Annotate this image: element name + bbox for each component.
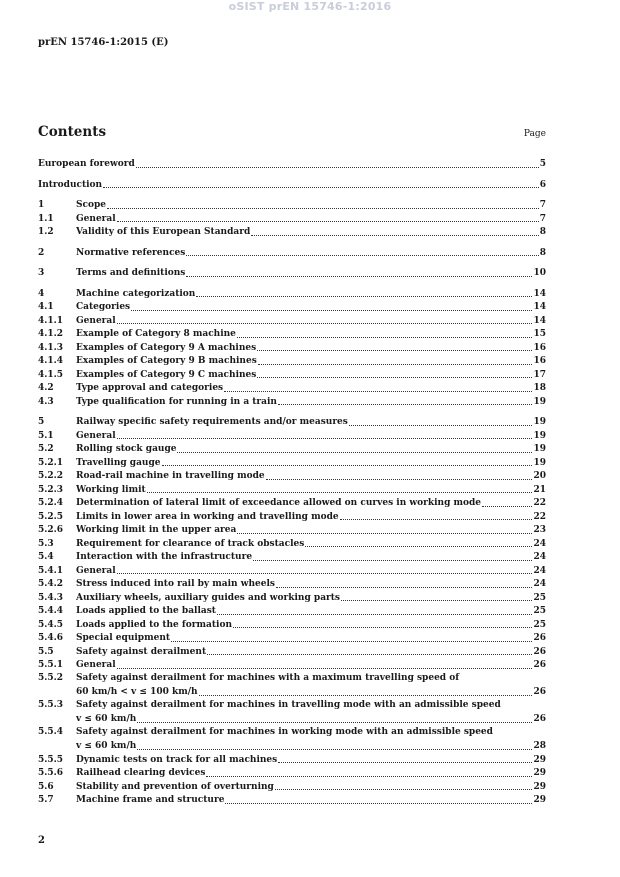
toc-entry-number: 4 — [38, 288, 45, 299]
toc-entry-page: 24 — [533, 538, 546, 549]
toc-entry-number: 5.4.4 — [38, 606, 64, 616]
toc-entry-leader — [278, 404, 532, 405]
toc-entry-page: 25 — [533, 606, 546, 616]
toc-entry-number: 2 — [38, 247, 45, 258]
toc-entry-number: 4.1 — [38, 302, 54, 312]
toc-entry[interactable] — [38, 469, 546, 483]
toc-entry[interactable] — [38, 658, 546, 672]
toc-entry-leader — [257, 377, 532, 378]
toc-entry-number: 1.2 — [38, 227, 54, 237]
toc-entry-title: Loads applied to the ballast — [76, 606, 216, 616]
toc-entry-page: 26 — [533, 633, 546, 643]
toc-entry-number: 5.5 — [38, 646, 54, 657]
toc-entry-page: 20 — [533, 471, 546, 481]
toc-entry[interactable] — [38, 672, 546, 699]
toc-entry-leader — [233, 627, 532, 628]
toc-entry-number: 4.3 — [38, 396, 54, 407]
toc-entry-page: 21 — [533, 484, 546, 495]
watermark: oSIST prEN 15746-1:2016 — [228, 0, 392, 13]
toc-entry-title: Interaction with the infrastructure — [76, 552, 253, 562]
toc-entry[interactable] — [38, 341, 546, 355]
toc-entry-number: 5 — [38, 417, 45, 427]
toc-entry-number: 4.2 — [38, 383, 54, 393]
toc-entry-leader — [225, 803, 532, 804]
toc-entry-number: 5.5.6 — [38, 768, 64, 778]
toc-entry-title: Railway specific safety requirements and/or measures — [76, 417, 348, 427]
toc-entry[interactable] — [38, 266, 546, 280]
toc-entry-page: 19 — [533, 396, 546, 407]
toc-entry-title-continued: 60 km/h < v ≤ 100 km/h — [76, 687, 198, 697]
toc-entry-number: 4.1.3 — [38, 342, 64, 353]
toc-entry-page: 29 — [533, 795, 546, 805]
toc-entry-leader — [103, 187, 539, 188]
toc-entry-leader — [117, 221, 539, 222]
toc-entry-title: Road-rail machine in travelling mode — [76, 471, 265, 481]
page-column-label: Page — [523, 129, 546, 139]
toc-entry-number: 5.5.3 — [38, 699, 64, 710]
toc-entry-number: 5.2.2 — [38, 471, 64, 481]
toc-entry[interactable] — [38, 314, 546, 328]
toc-entry-title-continued: v ≤ 60 km/h — [76, 714, 137, 724]
toc-entry-page: 26 — [533, 660, 546, 670]
toc-entry-page: 26 — [533, 714, 546, 724]
toc-entry-number: 5.4.1 — [38, 565, 64, 576]
toc-entry-leader — [147, 492, 533, 493]
toc-entry-title: Machine categorization — [76, 288, 196, 299]
toc-entry[interactable] — [38, 287, 546, 301]
toc-entry-page: 5 — [539, 159, 546, 169]
toc-entry-title: Machine frame and structure — [76, 795, 225, 805]
toc-entry-number: 5.2.5 — [38, 511, 64, 522]
toc-entry-title: Examples of Category 9 B machines — [76, 356, 257, 366]
page-title: Contents — [38, 124, 107, 140]
toc-entry-leader — [340, 519, 533, 520]
toc-entry-title: Normative references — [76, 247, 186, 258]
toc-entry-page: 7 — [539, 213, 546, 224]
toc-entry-title: General — [76, 565, 116, 576]
toc-entry[interactable] — [38, 618, 546, 632]
toc-entry-number: 5.5.5 — [38, 754, 64, 765]
toc-entry-page: 15 — [533, 329, 546, 339]
toc-entry-title: Type qualification for running in a train — [76, 396, 277, 407]
toc-entry-title: Limits in lower area in working and travelling mode — [76, 511, 339, 522]
toc-entry-number: 5.2.4 — [38, 498, 64, 508]
toc-entry[interactable] — [38, 212, 546, 226]
toc-entry-page: 8 — [539, 227, 546, 237]
toc-entry-number: 5.2.6 — [38, 525, 64, 535]
toc-entry-leader — [349, 425, 533, 426]
toc-entry[interactable] — [38, 429, 546, 443]
toc-entry[interactable] — [38, 699, 546, 726]
toc-entry[interactable] — [38, 753, 546, 767]
toc-entry-page: 18 — [533, 383, 546, 393]
toc-entry-leader — [117, 438, 533, 439]
toc-entry[interactable] — [38, 456, 546, 470]
toc-entry[interactable] — [38, 381, 546, 395]
toc-entry-title: Working limit — [76, 484, 146, 495]
toc-entry-number: 4.1.1 — [38, 315, 64, 326]
toc-entry-leader — [107, 208, 539, 209]
toc-entry-page: 24 — [533, 579, 546, 589]
toc-entry-title: General — [76, 315, 116, 326]
toc-entry[interactable] — [38, 198, 546, 212]
toc-entry-leader — [275, 789, 533, 790]
toc-entry-leader — [177, 452, 532, 453]
toc-entry-leader — [305, 546, 532, 547]
toc-entry-page: 25 — [533, 619, 546, 630]
toc-entry[interactable] — [38, 766, 546, 780]
toc-entry-number: 5.4 — [38, 552, 54, 562]
toc-entry-leader — [207, 654, 532, 655]
toc-entry-leader — [196, 296, 532, 297]
toc-entry-page: 19 — [533, 417, 546, 427]
toc-entry-leader — [117, 573, 533, 574]
toc-entry-number: 5.5.1 — [38, 660, 64, 670]
toc-entry-title: General — [76, 213, 116, 224]
toc-entry-page: 24 — [533, 565, 546, 576]
toc-entry[interactable] — [38, 225, 546, 239]
toc-entry-page: 26 — [533, 646, 546, 657]
toc-entry-title: Example of Category 8 machine — [76, 329, 236, 339]
toc-entry-page: 6 — [539, 179, 546, 190]
toc-entry-leader — [266, 479, 533, 480]
toc-entry-number: 4.1.5 — [38, 369, 64, 380]
toc-entry[interactable] — [38, 327, 546, 341]
toc-entry-title: Auxiliary wheels, auxiliary guides and working parts — [76, 592, 340, 603]
toc-entry[interactable] — [38, 591, 546, 605]
toc-entry-title-continued: v ≤ 60 km/h — [76, 741, 137, 751]
toc-entry-page: 26 — [533, 687, 546, 697]
toc-entry[interactable] — [38, 793, 546, 807]
toc-entry-title: Type approval and categories — [76, 383, 224, 393]
toc-entry-page: 25 — [533, 592, 546, 603]
toc-entry-page: 22 — [533, 511, 546, 522]
page-number: 2 — [38, 835, 45, 846]
toc-entry[interactable] — [38, 726, 546, 753]
toc-entry-title: Scope — [76, 200, 107, 210]
toc-entry-title: Examples of Category 9 A machines — [76, 342, 257, 353]
toc-entry-page: 14 — [533, 288, 546, 299]
toc-entry-leader — [278, 762, 532, 763]
toc-entry-page: 19 — [533, 430, 546, 441]
toc-entry-page: 23 — [533, 525, 546, 535]
toc-entry-title: Rolling stock gauge — [76, 444, 177, 454]
toc-entry-title: Working limit in the upper area — [76, 525, 237, 535]
toc-entry-title: Stress induced into rail by main wheels — [76, 579, 275, 589]
toc-entry-leader — [137, 722, 532, 723]
toc-entry-number: 5.3 — [38, 538, 54, 549]
toc-entry-number: 4.1.2 — [38, 329, 64, 339]
toc-entry-page: 22 — [533, 498, 546, 508]
toc-entry-leader — [258, 364, 533, 365]
toc-entry-number: 5.4.5 — [38, 619, 64, 630]
toc-entry-title: Examples of Category 9 C machines — [76, 369, 257, 380]
toc-entry-leader — [117, 323, 533, 324]
toc-entry-title: Safety against derailment — [76, 646, 207, 657]
toc-entry-page: 29 — [533, 754, 546, 765]
toc-entry-number: 5.5.2 — [38, 672, 64, 683]
toc-entry[interactable] — [38, 631, 546, 645]
toc-entry-title: Travelling gauge — [76, 457, 161, 468]
toc-entry-leader — [341, 600, 532, 601]
toc-entry-number: 5.4.2 — [38, 579, 64, 589]
toc-entry-leader — [237, 533, 532, 534]
toc-entry-title: General — [76, 430, 116, 441]
toc-entry-title: General — [76, 660, 116, 670]
toc-entry[interactable] — [38, 300, 546, 314]
toc-entry-title: Terms and definitions — [76, 268, 186, 278]
toc-entry[interactable] — [38, 395, 546, 409]
toc-entry-page: 29 — [533, 781, 546, 792]
toc-entry-page: 8 — [539, 247, 546, 258]
toc-entry-leader — [136, 167, 539, 168]
toc-entry-number: 5.1 — [38, 430, 54, 441]
toc-entry-title: Introduction — [38, 179, 103, 190]
toc-entry-leader — [131, 310, 532, 311]
toc-entry-number: 5.5.4 — [38, 726, 64, 737]
toc-entry-page: 29 — [533, 768, 546, 778]
toc-entry-leader — [186, 276, 532, 277]
toc-entry-page: 24 — [533, 552, 546, 562]
toc-entry[interactable] — [38, 523, 546, 537]
toc-entry-title: Loads applied to the formation — [76, 619, 233, 630]
toc-entry-leader — [206, 776, 532, 777]
toc-entry-leader — [117, 668, 533, 669]
toc-entry-leader — [257, 350, 532, 351]
toc-entry-title: Special equipment — [76, 633, 171, 643]
toc-entry[interactable] — [38, 564, 546, 578]
toc-entry[interactable] — [38, 483, 546, 497]
toc-entry-leader — [162, 465, 533, 466]
toc-entry[interactable] — [38, 442, 546, 456]
toc-entry[interactable] — [38, 415, 546, 429]
toc-entry-title: Requirement for clearance of track obstacles — [76, 538, 305, 549]
toc-entry-title: Railhead clearing devices — [76, 768, 206, 778]
toc-entry-leader — [199, 695, 533, 696]
toc-entry[interactable] — [38, 510, 546, 524]
toc-entry[interactable] — [38, 246, 546, 260]
toc-entry-leader — [171, 641, 532, 642]
toc-entry-title: European foreword — [38, 159, 135, 169]
toc-entry-number: 5.6 — [38, 781, 54, 792]
toc-entry[interactable] — [38, 496, 546, 510]
toc-entry-number: 4.1.4 — [38, 356, 64, 366]
toc-entry-page: 7 — [539, 200, 546, 210]
toc-entry-page: 19 — [533, 444, 546, 454]
toc-entry-leader — [251, 235, 538, 236]
toc-entry-title: Categories — [76, 302, 131, 312]
toc-entry[interactable] — [38, 780, 546, 794]
toc-entry[interactable] — [38, 577, 546, 591]
toc-entry-number: 5.2 — [38, 444, 54, 454]
toc-entry[interactable] — [38, 645, 546, 659]
toc-entry-leader — [217, 614, 533, 615]
toc-entry-leader — [482, 506, 532, 507]
toc-entry-number: 5.2.3 — [38, 484, 64, 495]
toc-entry-title: Validity of this European Standard — [76, 227, 251, 237]
toc-entry-title: Safety against derailment for machines in travelling mode with an admissible speed — [76, 699, 501, 710]
toc-entry-page: 10 — [533, 268, 546, 278]
toc-entry-title: Safety against derailment for machines in working mode with an admissible speed — [76, 726, 493, 737]
toc-entry-page: 14 — [533, 302, 546, 312]
toc-entry[interactable] — [38, 604, 546, 618]
document-id: prEN 15746-1:2015 (E) — [38, 37, 169, 48]
toc-entry[interactable] — [38, 368, 546, 382]
toc-entry-title: Dynamic tests on track for all machines — [76, 754, 278, 765]
toc-entry-number: 5.7 — [38, 795, 54, 805]
toc-entry[interactable] — [38, 178, 546, 192]
toc-entry-page: 16 — [533, 356, 546, 366]
toc-entry-page: 19 — [533, 457, 546, 468]
toc-entry-number: 5.4.6 — [38, 633, 64, 643]
toc-entry[interactable] — [38, 354, 546, 368]
toc-entry-leader — [276, 587, 533, 588]
toc-entry-title: Determination of lateral limit of exceedance allowed on curves in working mode — [76, 498, 482, 508]
toc-entry-number: 1.1 — [38, 213, 54, 224]
toc-entry[interactable] — [38, 537, 546, 551]
toc-entry-leader — [253, 560, 532, 561]
toc-entry-page: 14 — [533, 315, 546, 326]
toc-entry-number: 1 — [38, 200, 45, 210]
toc-entry-page: 28 — [533, 741, 546, 751]
toc-entry-leader — [137, 749, 532, 750]
toc-entry-title: Stability and prevention of overturning — [76, 781, 274, 792]
toc-entry[interactable] — [38, 550, 546, 564]
toc-entry-page: 17 — [533, 369, 546, 380]
toc-entry-leader — [224, 391, 532, 392]
toc-entry-number: 5.4.3 — [38, 592, 64, 603]
toc-entry-leader — [186, 255, 538, 256]
toc-entry-number: 5.2.1 — [38, 457, 64, 468]
toc-entry-title: Safety against derailment for machines with a maximum travelling speed of — [76, 672, 460, 683]
toc-entry-leader — [237, 337, 533, 338]
table-of-contents — [38, 157, 546, 807]
toc-entry-number: 3 — [38, 268, 45, 278]
toc-entry-page: 16 — [533, 342, 546, 353]
toc-entry[interactable] — [38, 157, 546, 171]
